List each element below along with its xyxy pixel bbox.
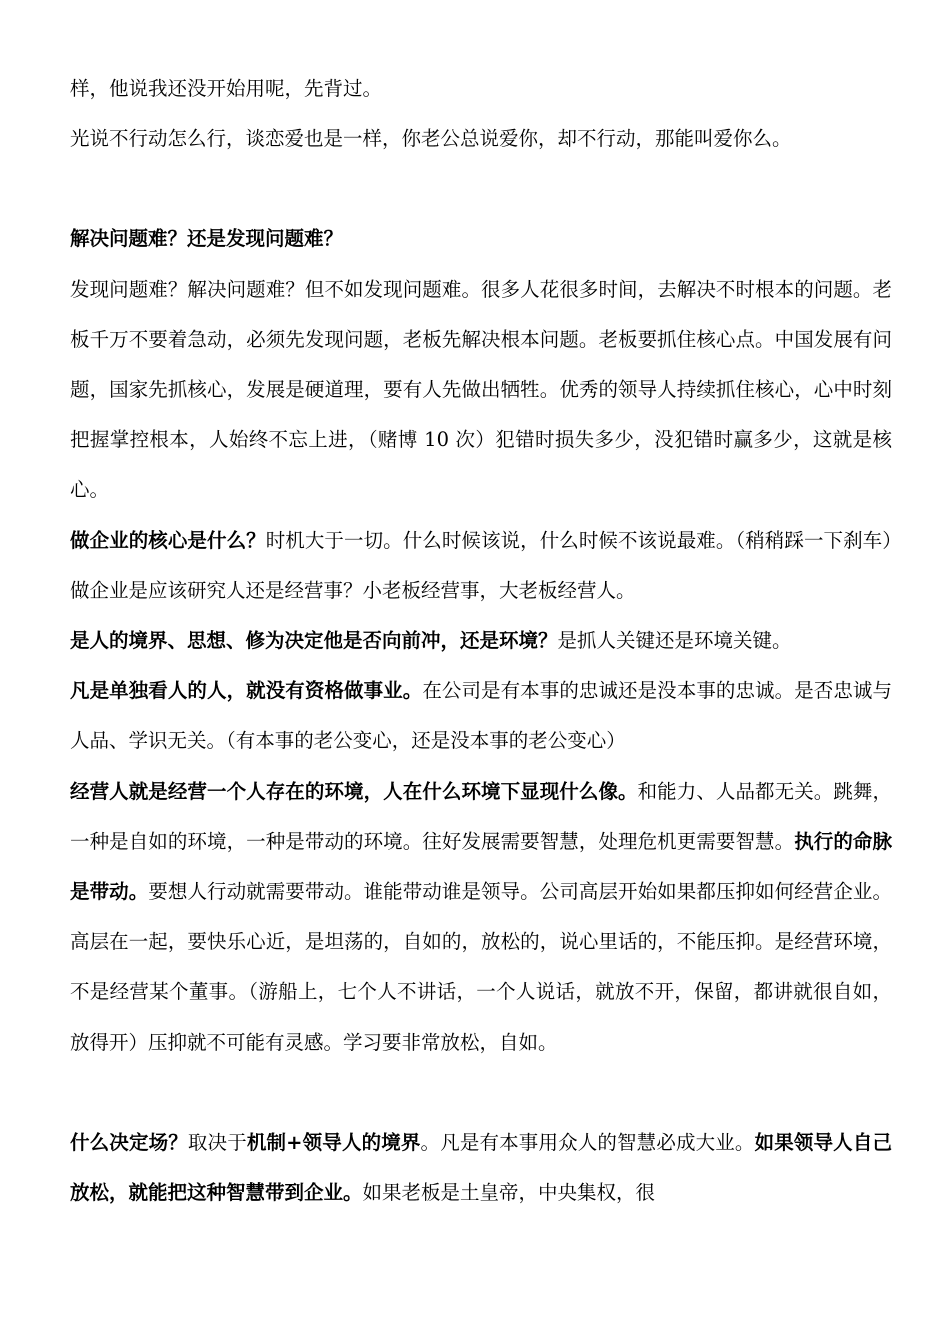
text-run: 时机大于一切。什么时候该说，什么时候不该说最难。（稍稍踩一下刹车）做企业是应该研究人还是经营事？小老板经营事，大老板经营人。 — [70, 528, 892, 602]
text-run: 。凡是有本事用众人的智慧必成大业。 — [420, 1130, 755, 1154]
text-run: 是抓人关键还是环境关键。 — [557, 629, 792, 653]
bold-text: 如果领导人自己放松，就能把这种智慧带到企业。 — [70, 1130, 892, 1205]
bold-text: 执行的命脉是带动。 — [70, 829, 892, 904]
bold-text: 机制+领导人的境界 — [246, 1130, 421, 1154]
text-run: 在公司是有本事的忠诚还是没本事的忠诚。是否忠诚与人品、学识无关。（有本事的老公变心，还是没本事的老公变心） — [70, 679, 892, 753]
text-run: 光说不行动怎么行，谈恋爱也是一样，你老公总说爱你，却不行动，那能叫爱你么。 — [70, 127, 792, 151]
text-run: 如果老板是土皇帝，中央集权，很 — [362, 1181, 656, 1205]
bold-text: 做企业的核心是什么？ — [70, 528, 266, 552]
paragraph — [70, 114, 892, 164]
paragraph — [70, 1118, 892, 1218]
bold-text: 解决问题难？还是发现问题难？ — [70, 227, 344, 251]
bold-text: 经营人就是经营一个人存在的环境，人在什么环境下显现什么像。 — [70, 779, 638, 803]
paragraph — [70, 64, 892, 114]
text-run: 发现问题难？解决问题难？但不如发现问题难。很多人花很多时间，去解决不时根本的问题。老板千万不要着急动，必须先发现问题，老板先解决根本问题。老板要抓住核心点。中国发展有问题，国家先抓核心，发展是硬道理，要有人先做出牺牲。优秀的领导人持续抓住核心，心中时刻把握掌控根本，人始终不忘上进，（赌博 10 次）犯错时损失多少，没犯错时赢多少，这就是核心。 — [70, 277, 892, 502]
paragraph — [70, 767, 892, 1068]
text-run: 和能力、人品都无关。跳舞，一种是自如的环境，一种是带动的环境。往好发展需要智慧，处理危机更需要智慧。 — [70, 779, 892, 853]
text-run: 取决于 — [187, 1130, 247, 1154]
bold-text: 什么决定场？ — [70, 1130, 188, 1154]
paragraph — [70, 666, 892, 766]
document-body — [70, 64, 892, 1218]
paragraph — [70, 265, 892, 516]
paragraph — [70, 616, 892, 666]
paragraph — [70, 214, 892, 264]
paragraph — [70, 516, 892, 616]
bold-text: 是人的境界、思想、修为决定他是否向前冲，还是环境？ — [70, 629, 558, 653]
text-run: 样，他说我还没开始用呢，先背过。 — [70, 77, 383, 100]
text-run: 要想人行动就需要带动。谁能带动谁是领导。公司高层开始如果都压抑如何经营企业。高层在一起，要快乐心近，是坦荡的，自如的，放松的，说心里话的，不能压抑。是经营环境，不是经营某个董事。（游船上，七个人不讲话，一个人说话，就放不开，保留，都讲就很自如，放得开）压抑就不可能有灵感。学习要非常放松，自如。 — [70, 880, 892, 1054]
bold-text: 凡是单独看人的人，就没有资格做事业。 — [70, 679, 423, 703]
